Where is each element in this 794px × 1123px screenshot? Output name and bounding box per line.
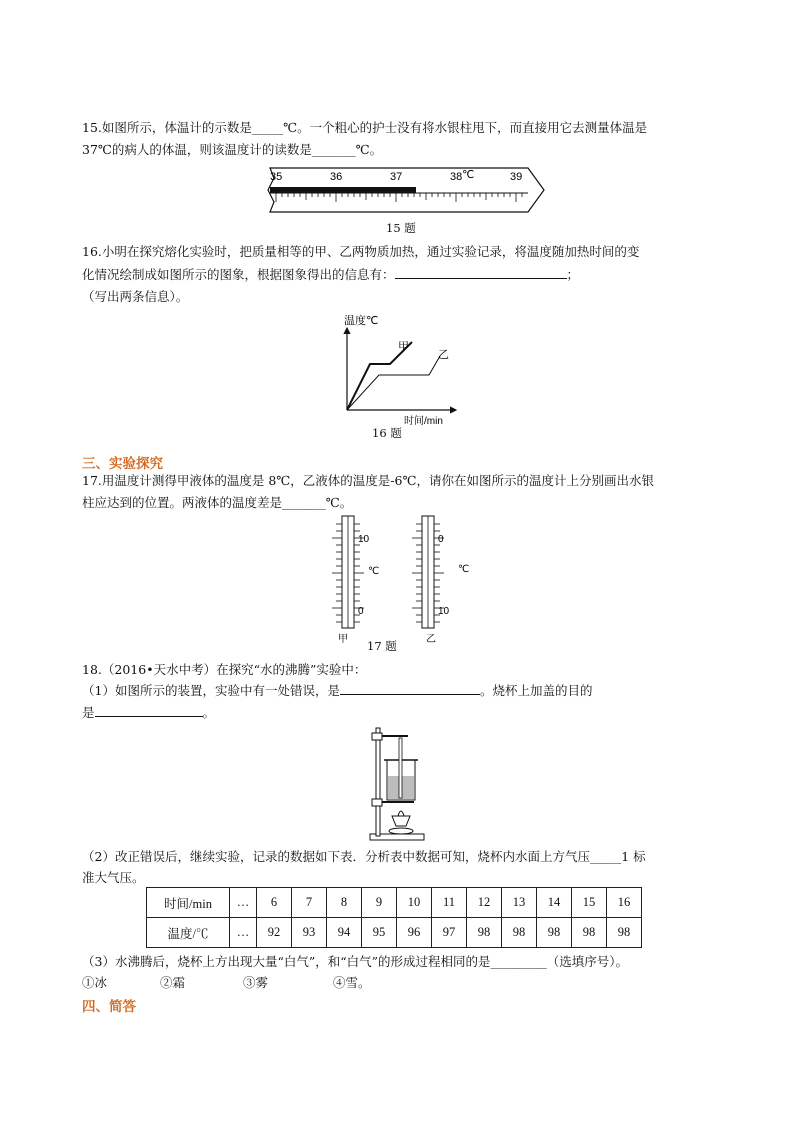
q18-option-3: ③雾 — [243, 975, 269, 990]
table-cell: 10 — [397, 888, 432, 918]
table-cell: 16 — [607, 888, 642, 918]
thermo-label-37: 37 — [390, 171, 403, 183]
q18-line3 — [82, 704, 215, 722]
table-cell: 12 — [467, 888, 502, 918]
thermo-label-39: 39 — [510, 171, 523, 183]
table-cell: 96 — [397, 918, 432, 948]
graph-ylabel: 温度℃ — [344, 315, 379, 327]
section-heading-4: 四、简答 — [82, 999, 136, 1015]
thermometer-in-beaker — [399, 738, 402, 798]
table-row-time — [147, 888, 642, 918]
table-cell: 7 — [292, 888, 327, 918]
table-cell: 98 — [502, 918, 537, 948]
q16-caption: 16 题 — [372, 426, 402, 440]
yi-label-0: 0 — [438, 534, 444, 545]
q18-line3-end: 。 — [202, 705, 216, 720]
q18-line2-end: 。烧杯上加盖的目的 — [479, 683, 593, 698]
table-cell: 11 — [432, 888, 467, 918]
q18-option-2: ②霜 — [160, 975, 186, 990]
q16-answer-blank[interactable] — [395, 266, 567, 279]
table-header-temp: 温度/℃ — [147, 918, 230, 948]
q16-line2 — [82, 266, 579, 284]
table-cell: 92 — [257, 918, 292, 948]
table-header-time: 时间/min — [147, 888, 230, 918]
yi-name: 乙 — [426, 634, 436, 644]
thermo-label-38: 38 — [450, 171, 463, 183]
jia-label-10: 10 — [358, 534, 370, 545]
table-cell: 94 — [327, 918, 362, 948]
melting-graph — [336, 306, 468, 428]
table-cell: 98 — [607, 918, 642, 948]
q18-line2-text: （1）如图所示的装置，实验中有一处错误，是 — [82, 683, 340, 698]
table-cell: 9 — [362, 888, 397, 918]
table-cell: … — [230, 918, 257, 948]
q15-line2: 37℃的病人的体温，则该温度计的读数是_______℃。 — [82, 142, 383, 157]
q16-line2-end: ； — [566, 267, 580, 282]
q18-line3-text: 是 — [82, 705, 95, 720]
q18-error-blank[interactable] — [340, 682, 480, 695]
section-heading-3: 三、实验探究 — [82, 456, 163, 472]
q18-option-1: ①冰 — [82, 975, 108, 990]
q17-line1: 17.用温度计测得甲液体的温度是 8℃，乙液体的温度是-6℃，请你在如图所示的温度计上分别画出水银 — [82, 473, 654, 488]
table-cell: 13 — [502, 888, 537, 918]
flame — [398, 811, 404, 816]
table-cell: 97 — [432, 918, 467, 948]
q18-line4: （2）改正错误后，继续实验，记录的数据如下表．分析表中数据可知，烧杯内水面上方气压_____1 标 — [82, 849, 646, 864]
boiling-data-table — [146, 887, 642, 948]
jia-unit: ℃ — [368, 566, 380, 577]
mercury-column — [270, 187, 416, 193]
graph-label-yi: 乙 — [438, 349, 449, 361]
q16-line3: （写出两条信息）。 — [82, 289, 189, 304]
q18-line2 — [82, 682, 592, 700]
stand-rod — [376, 728, 380, 836]
table-cell: 95 — [362, 918, 397, 948]
q18-line5: 准大气压。 — [82, 870, 145, 885]
thermo-unit: ℃ — [462, 169, 475, 181]
thermo-label-35: 35 — [270, 171, 283, 183]
alcohol-lamp — [392, 816, 410, 826]
yi-unit: ℃ — [458, 564, 470, 575]
table-cell: 14 — [537, 888, 572, 918]
table-cell: 93 — [292, 918, 327, 948]
q18-line1: 18.（2016•天水中考）在探究“水的沸腾”实验中： — [82, 662, 367, 677]
table-cell: 15 — [572, 888, 607, 918]
table-cell: 98 — [537, 918, 572, 948]
q18-line6: （3）水沸腾后，烧杯上方出现大量“白气”，和“白气”的形成过程相同的是_________（选填序号）。 — [82, 954, 629, 969]
jia-name: 甲 — [338, 634, 348, 644]
table-cell: 8 — [327, 888, 362, 918]
yi-label-10: 10 — [438, 606, 450, 617]
thermo-label-36: 36 — [330, 171, 343, 183]
q17-caption: 17 题 — [367, 639, 397, 653]
table-cell: … — [230, 888, 257, 918]
graph-xlabel: 时间/min — [404, 416, 443, 427]
q15-line1: 15.如图所示，体温计的示数是_____℃。一个粗心的护士没有将水银柱甩下，而直接用它去测量体温是 — [82, 120, 648, 135]
jia-label-0: 0 — [358, 606, 364, 617]
table-cell: 98 — [572, 918, 607, 948]
q17-line2: 柱应达到的位置。两液体的温度差是_______℃。 — [82, 495, 353, 510]
q15-caption: 15 题 — [386, 221, 416, 235]
graph-label-jia: 甲 — [398, 341, 409, 353]
q18-option-4: ④雪。 — [333, 975, 371, 990]
table-cell: 98 — [467, 918, 502, 948]
q16-line2-text: 化情况绘制成如图所示的图象，根据图象得出的信息有： — [82, 267, 395, 282]
boiling-apparatus-figure — [364, 724, 430, 842]
table-cell: 6 — [257, 888, 292, 918]
clinical-thermometer-figure — [256, 162, 548, 220]
q16-line1: 16.小明在探究熔化实验时，把质量相等的甲、乙两物质加热，通过实验记录，将温度随加热时间的变 — [82, 244, 640, 259]
table-row-temp — [147, 918, 642, 948]
liquid-thermometers-figure — [318, 514, 478, 644]
q18-purpose-blank[interactable] — [95, 704, 203, 717]
